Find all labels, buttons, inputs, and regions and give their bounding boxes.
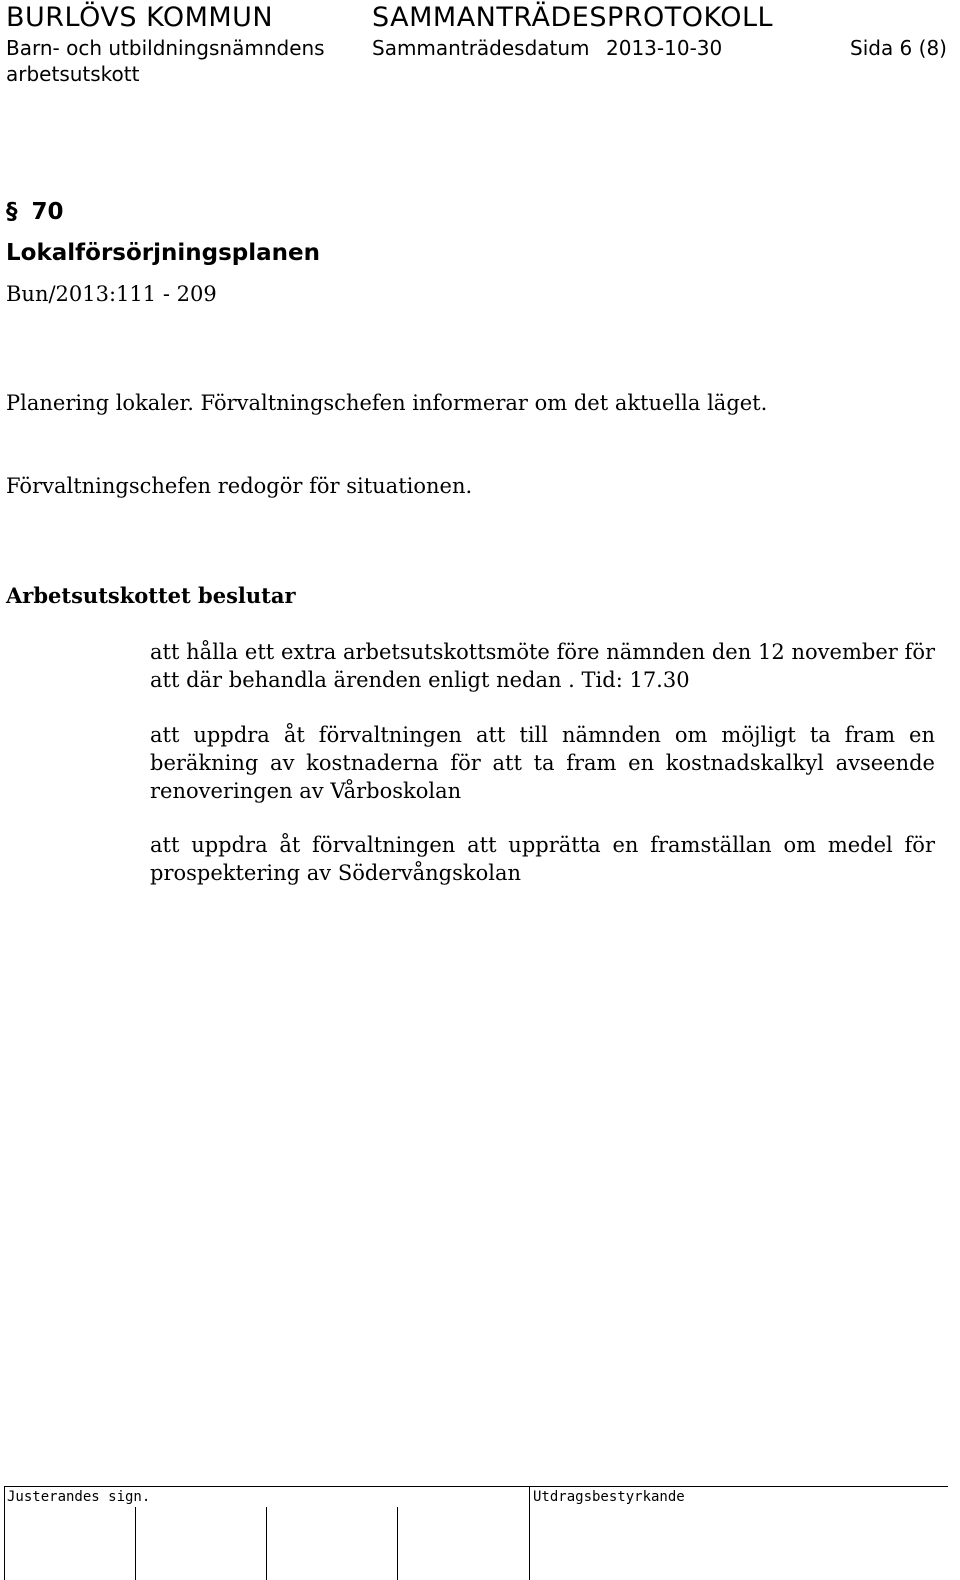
meeting-date: 2013-10-30 [606, 36, 723, 60]
municipality-name: BURLÖVS KOMMUN [6, 2, 274, 33]
body-paragraph-1: Planering lokaler. Förvaltningschefen informerar om det aktuella läget. [6, 391, 768, 415]
decision-heading: Arbetsutskottet beslutar [6, 583, 296, 608]
committee-name-cont: arbetsutskott [6, 62, 140, 86]
signature-box-divider-2 [266, 1507, 267, 1580]
decision-item-3: att uppdra åt förvaltningen att upprätta en framställan om medel för prospektering av Södervångskolan [150, 833, 935, 885]
footer-left-border [4, 1486, 5, 1580]
signature-box-divider-1 [135, 1507, 136, 1580]
body-paragraph-2: Förvaltningschefen redogör för situationen. [6, 474, 473, 498]
section-symbol: § [6, 199, 18, 225]
decision-item-1: att hålla ett extra arbetsutskottsmöte före nämnden den 12 november för att där behandla ärenden enligt nedan . Tid: 17.30 [150, 640, 935, 692]
signature-box-divider-4 [529, 1486, 530, 1580]
page-number: Sida 6 (8) [850, 36, 947, 60]
case-number: Bun/2013:111 - 209 [6, 282, 217, 306]
signature-box-divider-3 [397, 1507, 398, 1580]
document-type: SAMMANTRÄDESPROTOKOLL [372, 2, 774, 33]
meeting-date-label: Sammanträdesdatum [372, 36, 590, 60]
footer-top-rule [4, 1486, 948, 1487]
section-title: Lokalförsörjningsplanen [6, 240, 321, 266]
extract-certification-label: Utdragsbestyrkande [533, 1489, 685, 1505]
signature-label: Justerandes sign. [7, 1489, 151, 1505]
decision-item-2: att uppdra åt förvaltningen att till nämnden om möjligt ta fram en beräkning av kostnaderna för att ta fram en kostnadskalkyl avseende renoveringen av Vårboskolan [150, 723, 935, 803]
committee-name: Barn- och utbildningsnämndens [6, 36, 325, 60]
section-number: 70 [31, 199, 64, 225]
section-heading [6, 199, 64, 225]
